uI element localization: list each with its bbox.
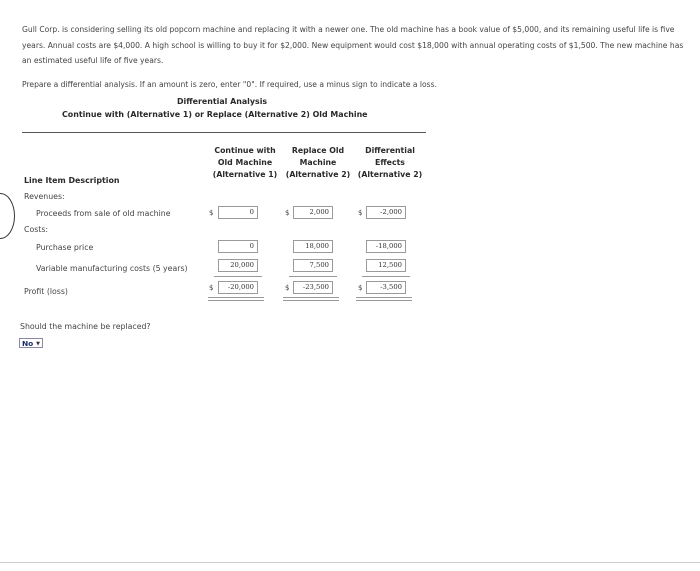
currency-sign: $ [285,284,290,292]
currency-sign: $ [209,209,214,217]
analysis-subtitle: Continue with (Alternative 1) or Replace (Alternative 2) Old Machine [62,110,368,119]
profit-alt2-input[interactable]: -23,500 [293,281,333,294]
subtotal-rule [214,276,262,277]
page-bottom-rule [0,562,700,563]
purchase-alt1-input[interactable]: 0 [218,240,258,253]
profit-alt1-input[interactable]: -20,000 [218,281,258,294]
analysis-title: Differential Analysis [177,97,268,106]
replace-answer-select[interactable] [19,338,43,348]
header-rule [22,132,426,133]
problem-text: Gull Corp. is considering selling its old popcorn machine and replacing it with a newer one. The old machine has a book value of $5,000, and its remaining useful life is five years. Annual costs are $4,000. A high school is willing to buy it for $2,000. New equipment would cost $18,000 with annual operating costs of $1,500. The new machine has an estimated useful life of five years. [22,25,684,65]
col-header-alt2: Replace Old Machine (Alternative 2) [285,146,351,179]
instruction-text: Prepare a differential analysis. If an amount is zero, enter "0". If required, use a minus sign to indicate a loss. [22,80,438,89]
col-header-diff: Differential Effects (Alternative 2) [357,146,423,179]
proceeds-alt2-input[interactable]: 2,000 [293,206,333,219]
total-double-rule [283,297,339,301]
col-header-alt1: Continue with Old Machine (Alternative 1) [212,146,278,179]
navigation-circle [0,193,15,239]
currency-sign: $ [285,209,290,217]
subtotal-rule [362,276,410,277]
total-double-rule [208,297,264,301]
variable-diff-input[interactable]: 12,500 [366,259,406,272]
line-item-header: Line Item Description [24,176,120,185]
replace-question-label: Should the machine be replaced? [20,322,151,331]
chevron-down-icon: ▼ [36,341,40,347]
subtotal-rule [289,276,337,277]
currency-sign: $ [209,284,214,292]
proceeds-diff-input[interactable]: -2,000 [366,206,406,219]
currency-sign: $ [358,209,363,217]
purchase-label: Purchase price [36,243,94,252]
variable-alt1-input[interactable]: 20,000 [218,259,258,272]
revenues-label: Revenues: [24,192,65,201]
profit-label: Profit (loss) [24,287,68,296]
proceeds-alt1-input[interactable]: 0 [218,206,258,219]
profit-diff-input[interactable]: -3,500 [366,281,406,294]
purchase-alt2-input[interactable]: 18,000 [293,240,333,253]
costs-label: Costs: [24,225,49,234]
variable-label: Variable manufacturing costs (5 years) [36,264,188,273]
proceeds-label: Proceeds from sale of old machine [36,209,171,218]
purchase-diff-input[interactable]: -18,000 [366,240,406,253]
currency-sign: $ [358,284,363,292]
replace-answer-value: No [22,339,34,348]
total-double-rule [356,297,412,301]
variable-alt2-input[interactable]: 7,500 [293,259,333,272]
